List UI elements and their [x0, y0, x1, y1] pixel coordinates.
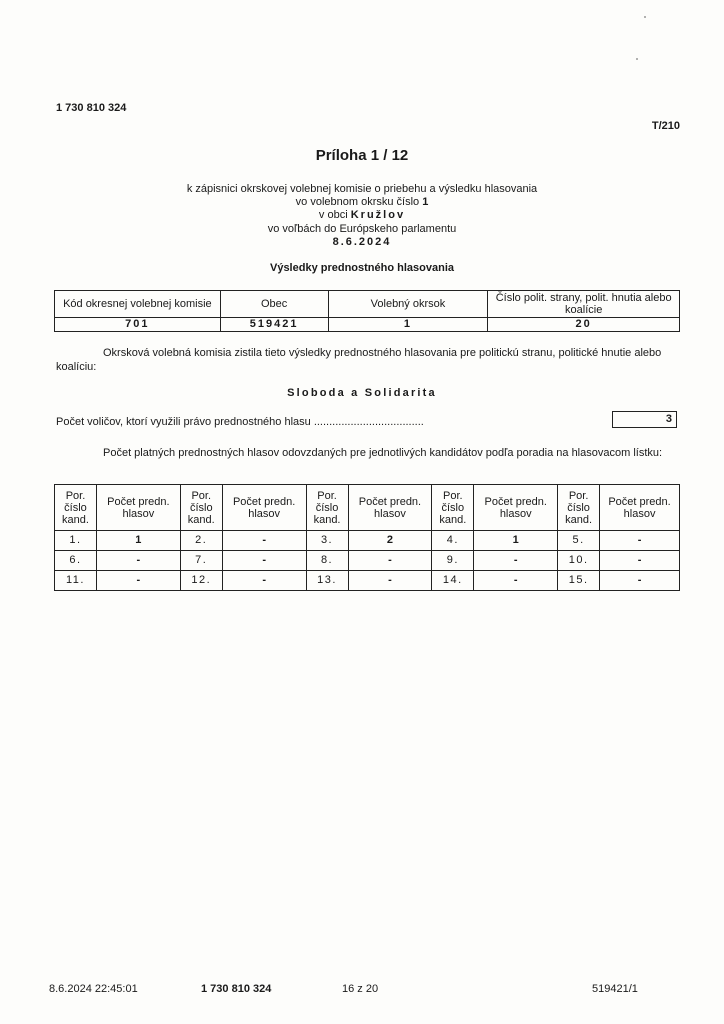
- candidate-votes: -: [96, 551, 180, 571]
- section-title: Výsledky prednostného hlasovania: [269, 262, 454, 274]
- document-code: 1 730 810 324: [56, 102, 127, 114]
- candidate-number: 15.: [558, 571, 600, 591]
- footer-timestamp: 8.6.2024 22:45:01: [49, 983, 138, 995]
- district-number: 1: [422, 196, 429, 209]
- election-date: 8.6.2024: [332, 235, 392, 248]
- candidate-votes: -: [474, 571, 558, 591]
- municipality-name: Kružlov: [350, 209, 406, 222]
- candidate-number: 5.: [558, 531, 600, 551]
- candidate-number: 11.: [55, 571, 97, 591]
- subtitle-line-2: [0, 196, 724, 209]
- candidate-votes: -: [474, 551, 558, 571]
- document-subtitle: [0, 183, 724, 249]
- header-candidate-number: Por. číslo kand.: [55, 485, 97, 531]
- info-header-party-number: Číslo polit. strany, polit. hnutia alebo koalície: [488, 291, 680, 318]
- district-label: vo volebnom okrsku číslo: [295, 196, 423, 209]
- candidate-votes: -: [348, 551, 432, 571]
- candidate-votes: 2: [348, 531, 432, 551]
- candidates-paragraph: Počet platných prednostných hlasov odovzdaných pre jednotlivých kandidátov podľa poradia na hlasovacom lístku:: [103, 447, 663, 459]
- scan-speck: [636, 58, 638, 60]
- page-title: Príloha 1 / 12: [315, 147, 409, 164]
- table-row: [55, 551, 680, 571]
- candidate-table: [54, 484, 680, 591]
- form-code: T/210: [651, 120, 680, 132]
- info-value-municipality: 519421: [220, 318, 328, 332]
- info-table-header-row: [55, 291, 680, 318]
- header-preference-votes: Počet predn. hlasov: [348, 485, 432, 531]
- header-preference-votes: Počet predn. hlasov: [96, 485, 180, 531]
- info-header-municipality: Obec: [220, 291, 328, 318]
- candidate-votes: -: [222, 531, 306, 551]
- candidate-number: 12.: [180, 571, 222, 591]
- info-value-party-number: 20: [488, 318, 680, 332]
- candidate-number: 6.: [55, 551, 97, 571]
- candidate-number: 7.: [180, 551, 222, 571]
- header-candidate-number: Por. číslo kand.: [306, 485, 348, 531]
- info-value-commission-code: 701: [55, 318, 221, 332]
- candidate-votes: 1: [96, 531, 180, 551]
- info-header-district: Volebný okrsok: [328, 291, 488, 318]
- candidate-number: 13.: [306, 571, 348, 591]
- party-name: Sloboda a Solidarita: [287, 387, 437, 399]
- footer-page-number: 16 z 20: [342, 983, 379, 995]
- footer-reference: 519421/1: [592, 983, 638, 995]
- intro-paragraph: Okrsková volebná komisia zistila tieto výsledky prednostného hlasovania pre politickú stranu, politické hnutie alebo koalíciu:: [56, 347, 662, 373]
- voters-label: Počet voličov, ktorí využili právo prednostného hlasu ....................................: [56, 416, 424, 428]
- info-value-district: 1: [328, 318, 488, 332]
- candidate-votes: -: [96, 571, 180, 591]
- header-preference-votes: Počet predn. hlasov: [474, 485, 558, 531]
- candidate-votes: -: [348, 571, 432, 591]
- info-table: [54, 290, 680, 332]
- header-preference-votes: Počet predn. hlasov: [600, 485, 680, 531]
- info-table-value-row: [55, 318, 680, 332]
- subtitle-line-4: vo voľbách do Európskeho parlamentu: [267, 222, 457, 235]
- subtitle-line-1: k zápisnici okrskovej volebnej komisie o priebehu a výsledku hlasovania: [186, 183, 538, 195]
- table-row: [55, 531, 680, 551]
- candidate-number: 4.: [432, 531, 474, 551]
- candidate-votes: -: [600, 571, 680, 591]
- voters-count-box: 3: [612, 411, 677, 428]
- candidate-number: 1.: [55, 531, 97, 551]
- candidate-number: 14.: [432, 571, 474, 591]
- candidate-votes: -: [222, 551, 306, 571]
- municipality-label: v obci: [318, 209, 351, 222]
- subtitle-line-3: [0, 209, 724, 222]
- header-candidate-number: Por. číslo kand.: [180, 485, 222, 531]
- header-preference-votes: Počet predn. hlasov: [222, 485, 306, 531]
- candidate-votes: 1: [474, 531, 558, 551]
- candidate-number: 8.: [306, 551, 348, 571]
- candidate-votes: -: [600, 531, 680, 551]
- header-candidate-number: Por. číslo kand.: [432, 485, 474, 531]
- table-row: [55, 571, 680, 591]
- candidate-number: 3.: [306, 531, 348, 551]
- info-header-commission-code: Kód okresnej volebnej komisie: [55, 291, 221, 318]
- candidate-table-header-row: [55, 485, 680, 531]
- footer-document-code: 1 730 810 324: [201, 983, 272, 995]
- candidate-number: 2.: [180, 531, 222, 551]
- candidate-number: 9.: [432, 551, 474, 571]
- header-candidate-number: Por. číslo kand.: [558, 485, 600, 531]
- candidate-votes: -: [222, 571, 306, 591]
- scan-speck: [644, 16, 646, 18]
- candidate-votes: -: [600, 551, 680, 571]
- candidate-number: 10.: [558, 551, 600, 571]
